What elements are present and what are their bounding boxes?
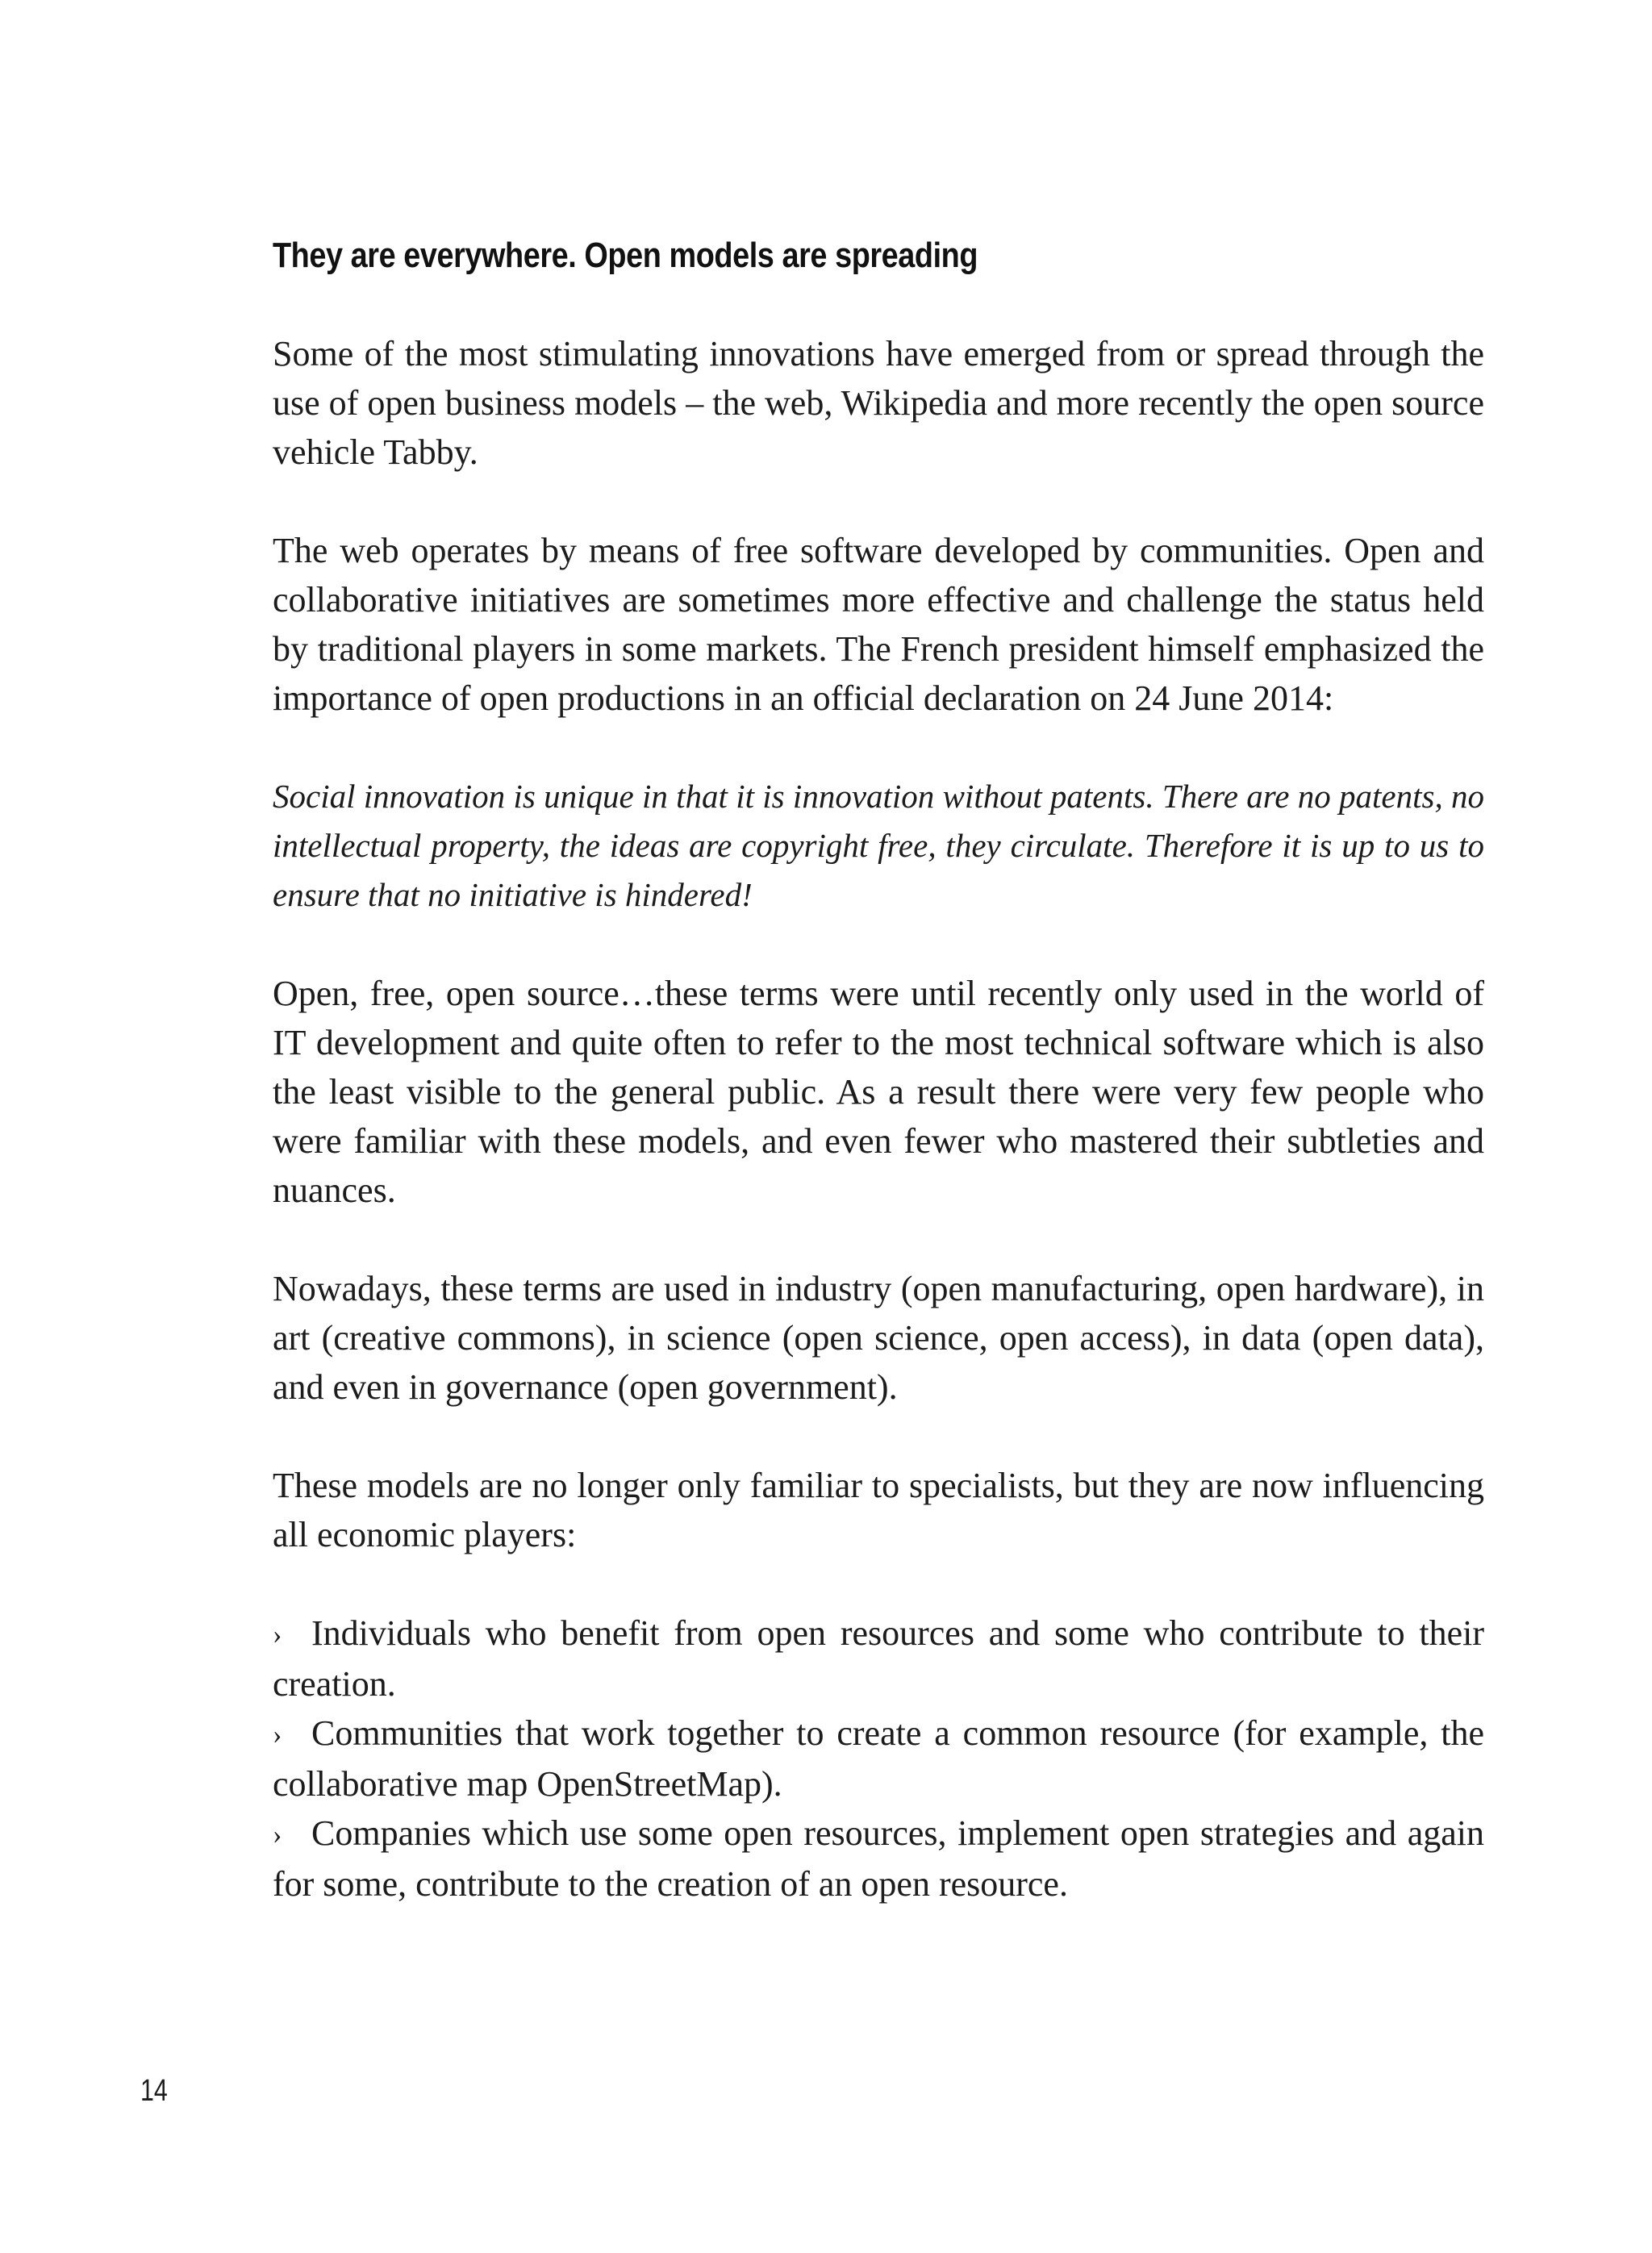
paragraph-web: The web operates by means of free software developed by communities. Open and collaborative initiatives are sometimes more effective and challenge the status held by traditional players in some markets. The French president himself emphasized the importance of open productions in an official declaration on 24 June 2014: [273,531,1484,718]
page-number: 14 [140,2074,168,2108]
list-item [273,1709,1484,1809]
page-content [273,234,1484,1909]
list-item [273,1608,1484,1709]
paragraph-open-free: Open, free, open source…these terms were until recently only used in the world of IT development and quite often to refer to the most technical software which is also the least visible to the general public. As a result there were very few people who were familiar with these models, and even fewer who mastered their subtleties and nuances. [273,974,1484,1210]
quote-president: Social innovation is unique in that it is innovation without patents. There are no patents, no intellectual property, the ideas are copyright free, they circulate. Therefore it is up to us to ensure that no initiative is hindered! [273,778,1484,913]
paragraph-models: These models are no longer only familiar to specialists, but they are now influencing all economic players: [273,1466,1484,1554]
paragraph-nowadays: Nowadays, these terms are used in industry (open manufacturing, open hardware), in art (creative commons), in science (open science, open access), in data (open data), and even in governance (open government). [273,1269,1484,1407]
section-heading: They are everywhere. Open models are spreading [273,236,978,275]
list-item [273,1809,1484,1909]
list-item-text: Individuals who benefit from open resources and some who contribute to their creation. [273,1613,1484,1704]
bullet-chevron-icon: › [273,1820,282,1850]
bullet-chevron-icon: › [273,1720,282,1750]
paragraph-intro: Some of the most stimulating innovations have emerged from or spread through the use of open business models – the web, Wikipedia and more recently the open source vehicle Tabby. [273,334,1484,472]
list-item-text: Companies which use some open resources, implement open strategies and again for some, contribute to the creation of an open resource. [273,1813,1484,1904]
list-item-text: Communities that work together to create a common resource (for example, the collaborative map OpenStreetMap). [273,1713,1484,1804]
economic-players-list [273,1608,1484,1909]
bullet-chevron-icon: › [273,1620,282,1650]
